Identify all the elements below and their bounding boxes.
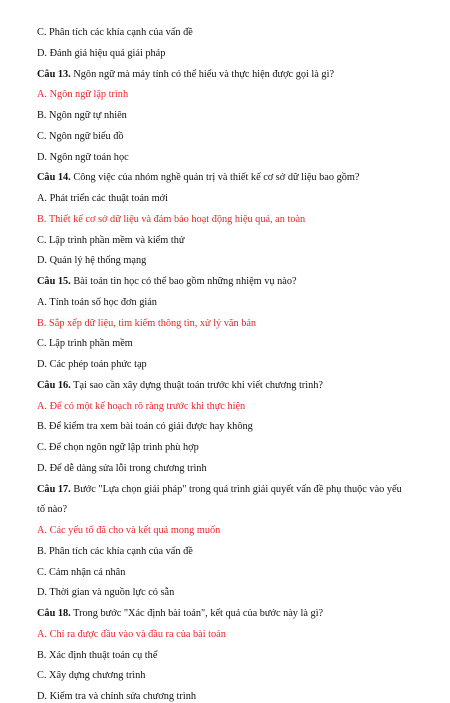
answer-line: D. Ngôn ngữ toán học: [37, 151, 129, 163]
correct-answer-line: A. Các yếu tố đã cho và kết quả mong muốn: [37, 525, 221, 536]
answer-line: C. Lập trình phần mềm và kiểm thử: [37, 234, 185, 246]
question-number: Câu 13.: [37, 68, 71, 80]
correct-answer-line: B. Sắp xếp dữ liệu, tìm kiếm thông tin, xử lý văn bản: [37, 317, 257, 329]
answer-line: C. Phân tích các khía cạnh của vấn đề: [37, 27, 193, 38]
answer-line: D. Đánh giá hiệu quả giải pháp: [37, 47, 166, 59]
answer-line: A. Tính toán số học đơn giản: [37, 296, 157, 308]
answer-line: B. Phân tích các khía cạnh của vấn đề: [37, 545, 193, 557]
answer-line: D. Quản lý hệ thống mạng: [37, 255, 147, 267]
question-text: Công việc của nhóm nghề quản trị và thiết kế cơ sở dữ liệu bao gồm?: [70, 172, 360, 184]
question-line: [37, 483, 402, 496]
answer-line: C. Xây dựng chương trình: [37, 670, 146, 682]
question-number: Câu 15.: [37, 276, 71, 287]
answer-line: B. Ngôn ngữ tự nhiên: [37, 110, 127, 121]
question-line: [37, 171, 359, 184]
question-text: Bước "Lựa chọn giải pháp" trong quá trình giải quyết vấn đề phụ thuộc vào yếu: [70, 483, 402, 495]
answer-line: D. Các phép toán phức tạp: [37, 359, 147, 370]
answer-line: B. Xác định thuật toán cụ thể: [37, 649, 158, 661]
answer-line: D. Thời gian và nguồn lực có sẵn: [37, 587, 175, 599]
answer-line: C. Ngôn ngữ biểu đồ: [37, 130, 124, 142]
question-line: [37, 607, 323, 620]
answer-line: C. Để chọn ngôn ngữ lập trình phù hợp: [37, 442, 199, 453]
question-line: [37, 275, 297, 288]
question-number: Câu 18.: [37, 608, 71, 619]
answer-line: tố nào?: [37, 504, 68, 516]
answer-line: D. Kiểm tra và chỉnh sửa chương trình: [37, 691, 197, 702]
correct-answer-line: A. Để có một kế hoạch rõ ràng trước khi thực hiện: [37, 400, 246, 412]
question-number: Câu 17.: [37, 483, 71, 495]
question-text: Ngôn ngữ mà máy tính có thể hiểu và thực hiện được gọi là gì?: [70, 68, 335, 80]
correct-answer-line: B. Thiết kế cơ sở dữ liệu và đảm bảo hoạt động hiệu quả, an toàn: [37, 213, 306, 225]
question-text: Tại sao cần xây dựng thuật toán trước khi viết chương trình?: [70, 379, 323, 391]
correct-answer-line: A. Ngôn ngữ lập trình: [37, 89, 129, 101]
answer-line: B. Để kiểm tra xem bài toán có giải được hay không: [37, 421, 253, 433]
answer-line: C. Lập trình phần mềm: [37, 338, 133, 350]
answer-line: C. Cảm nhận cá nhân: [37, 566, 126, 578]
question-line: [37, 379, 323, 392]
answer-line: A. Phát triển các thuật toán mới: [37, 193, 168, 204]
question-number: Câu 14.: [37, 172, 71, 184]
answer-line: D. Để dễ dàng sửa lỗi trong chương trình: [37, 462, 207, 474]
question-text: Bài toán tin học có thể bao gồm những nhiệm vụ nào?: [70, 276, 297, 287]
question-text: Trong bước "Xác định bài toán", kết quả của bước này là gì?: [70, 608, 324, 619]
correct-answer-line: A. Chỉ ra được đầu vào và đầu ra của bài toán: [37, 628, 226, 640]
question-number: Câu 16.: [37, 379, 71, 391]
question-line: [37, 68, 334, 81]
